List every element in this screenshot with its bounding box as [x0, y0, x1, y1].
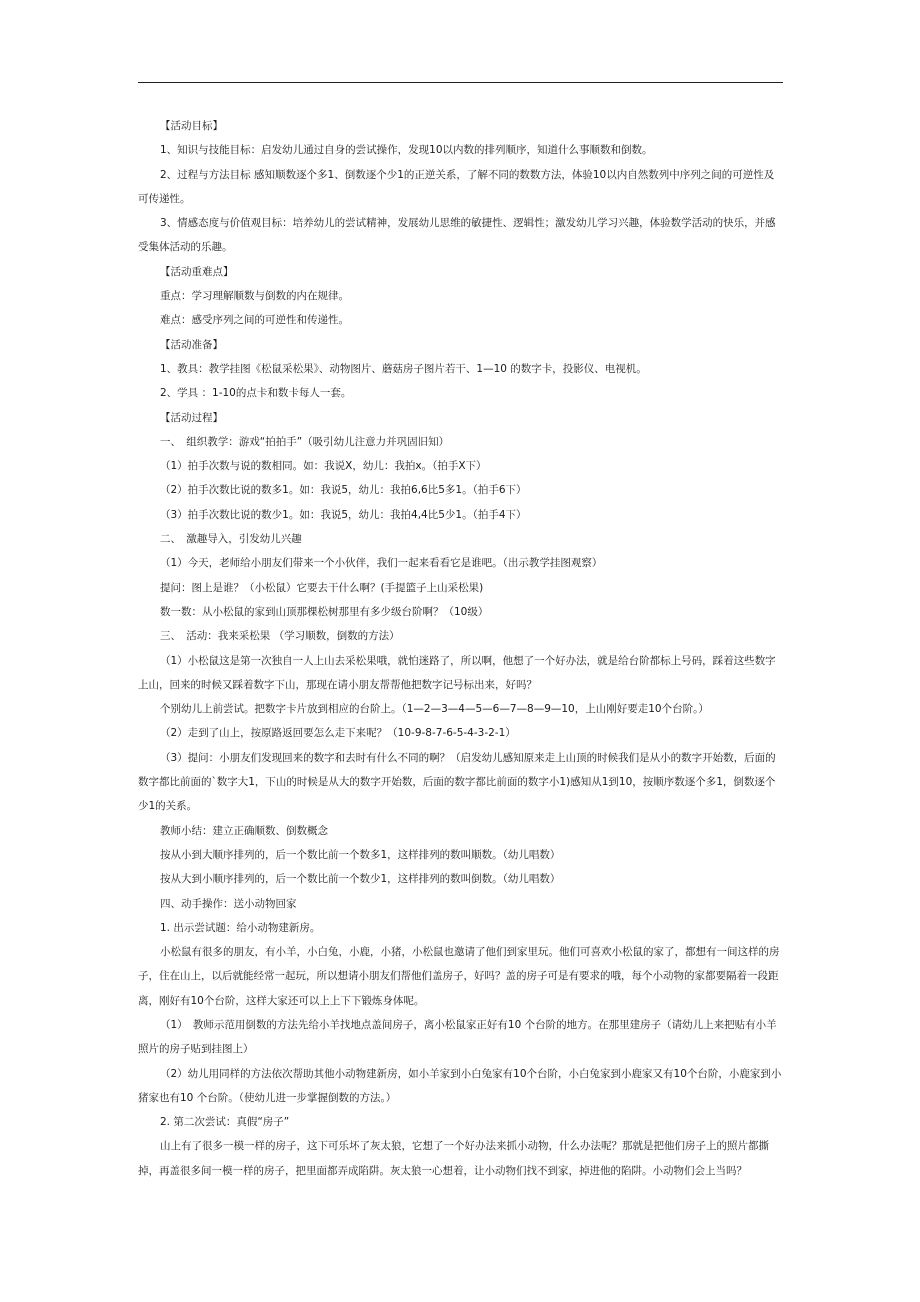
paragraph: 2. 第二次尝试：真假“房子” — [160, 1116, 290, 1129]
paragraph: （1）拍手次数与说的数相同。如：我说X，幼儿：我拍x。（拍手X下） — [160, 460, 487, 473]
paragraph: 1. 出示尝试题：给小动物建新房。 — [160, 921, 321, 934]
paragraph: （3）拍手次数比说的数少1。如：我说5，幼儿：我拍4,4比5少1。（拍手4下） — [160, 508, 527, 521]
paragraph: 1、教具：教学挂图《松鼠采松果》、动物图片、蘑菇房子图片若干、1—10 的数字卡，投影仪、电视机。 — [160, 362, 647, 375]
section-heading-preparation: 【活动准备】 — [160, 338, 223, 351]
document-body — [138, 114, 783, 1183]
paragraph: 提问：图上是谁？（小松鼠）它要去干什么啊？(手提篮子上山采松果) — [160, 581, 484, 594]
paragraph: 个别幼儿上前尝试。把数字卡片放到相应的台阶上。（1—2—3—4—5—6—7—8—9—10，上山刚好要走10个台阶。） — [160, 703, 709, 716]
paragraph: 3、情感态度与价值观目标：培养幼儿的尝试精神，发展幼儿思维的敏捷性、逻辑性；激发幼儿学习兴趣，体验数学活动的快乐，并感受集体活动的乐趣。 — [138, 217, 776, 254]
paragraph: （1）小松鼠这是第一次独自一人上山去采松果哦，就怕迷路了，所以啊，他想了一个好办法，就是给台阶都标上号码，踩着这些数字上山，回来的时候又踩着数字下山，那现在请小朋友帮帮他把数字记号标出来，好吗？ — [138, 654, 776, 691]
section-heading-key-points: 【活动重难点】 — [160, 265, 234, 278]
paragraph: 1、知识与技能目标：启发幼儿通过自身的尝试操作，发现10以内数的排列顺序，知道什么事顺数和倒数。 — [160, 144, 653, 157]
paragraph: 山上有了很多一模一样的房子，这下可乐坏了灰太狼，它想了一个好办法来抓小动物，什么办法呢？那就是把他们房子上的照片都撕掉，再盖很多间一模一样的房子，把里面都弄成陷阱。灰太狼一心想着，让小动物们找不到家，掉进他的陷阱。小动物们会上当吗？ — [138, 1140, 769, 1177]
paragraph: 难点：感受序列之间的可逆性和传递性。 — [160, 314, 349, 327]
paragraph: 四、动手操作：送小动物回家 — [160, 897, 297, 910]
paragraph: 按从大到小顺序排列的，后一个数比前一个数少1，这样排列的数叫倒数。（幼儿唱数） — [160, 873, 561, 886]
paragraph: （2）拍手次数比说的数多1。如：我说5，幼儿：我拍6,6比5多1。（拍手6下） — [160, 484, 527, 497]
paragraph: 小松鼠有很多的朋友，有小羊，小白兔，小鹿，小猪，小松鼠也邀请了他们到家里玩。他们可喜欢小松鼠的家了，都想有一间这样的房子，住在山上，以后就能经常一起玩，所以想请小朋友们帮他们盖房子，好吗？盖的房子可是有要求的哦，每个小动物的家都要隔着一段距离，刚好有10个台阶，这样大家还可以上上下下锻炼身体呢。 — [138, 946, 780, 1007]
paragraph: 2、过程与方法目标 感知顺数逐个多1、倒数逐个少1的正逆关系，了解不同的数数方法，体验10以内自然数列中序列之间的可逆性及可传递性。 — [138, 168, 775, 205]
paragraph: （1）今天，老师给小朋友们带来一个小伙伴，我们一起来看看它是谁吧。（出示教学挂图观察） — [160, 557, 603, 570]
paragraph: 三、 活动：我来采松果 （学习顺数，倒数的方法） — [160, 630, 400, 643]
header-rule — [138, 82, 783, 83]
section-heading-goals: 【活动目标】 — [160, 120, 223, 132]
paragraph: （3）提问：小朋友们发现回来的数字和去时有什么不同的啊？（启发幼儿感知原来走上山顶的时候我们是从小的数字开始数，后面的数字都比前面的`数字大1，下山的时候是从大的数字开始数，后面的数字都比前面的数字小1)感知从1到10，按顺序数逐个多1，倒数逐个少1的关系。 — [138, 751, 776, 813]
paragraph: 重点：学习理解顺数与倒数的内在规律。 — [160, 290, 349, 303]
paragraph: （2）幼儿用同样的方法依次帮助其他小动物建新房，如小羊家到小白兔家有10个台阶，小白兔家到小鹿家又有10个台阶，小鹿家到小猪家也有10 个台阶。（使幼儿进一步掌握倒数的方法。） — [138, 1067, 782, 1104]
paragraph: 按从小到大顺序排列的，后一个数比前一个数多1，这样排列的数叫顺数。（幼儿唱数） — [160, 848, 561, 861]
paragraph: 数一数：从小松鼠的家到山顶那棵松树那里有多少级台阶啊？（10级） — [160, 605, 489, 618]
paragraph: （1） 教师示范用倒数的方法先给小羊找地点盖间房子，离小松鼠家正好有10 个台阶的地方。在那里建房子（请幼儿上来把贴有小羊照片的房子贴到挂图上） — [138, 1018, 777, 1056]
paragraph: 2、学具 ：1-10的点卡和数卡每人一套。 — [160, 387, 352, 400]
paragraph: 一、 组织教学：游戏“拍拍手”（吸引幼儿注意力并巩固旧知） — [160, 435, 450, 448]
section-heading-process: 【活动过程】 — [160, 411, 223, 424]
paragraph: 教师小结：建立正确顺数、倒数概念 — [160, 824, 328, 837]
paragraph: 二、 激趣导入，引发幼儿兴趣 — [160, 533, 302, 546]
paragraph: （2）走到了山上，按原路返回要怎么走下来呢？（10-9-8-7-6-5-4-3-2-1） — [160, 727, 516, 740]
